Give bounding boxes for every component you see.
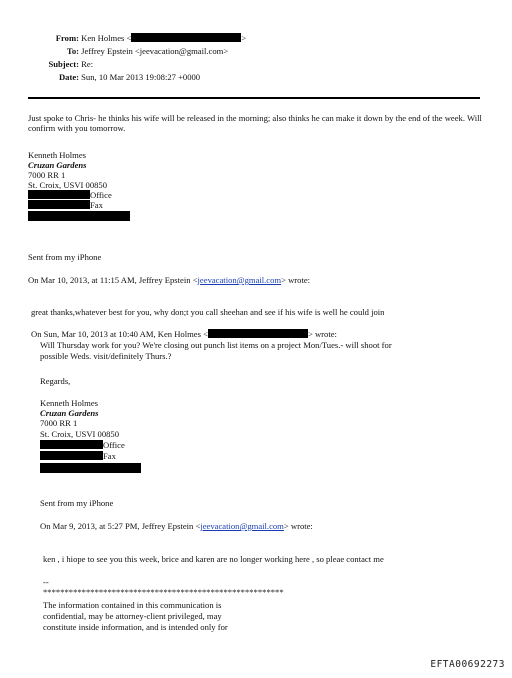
quote-header-2 xyxy=(31,329,337,339)
header-date-row xyxy=(28,72,200,82)
signature-fax: Fax xyxy=(103,451,116,461)
message-body-4: ken , i hiope to see you this week, brice and karen are no longer working here , so pleae contact me xyxy=(43,554,384,564)
redaction-box xyxy=(40,440,103,449)
date-value: Sun, 10 Mar 2013 19:08:27 +0000 xyxy=(81,72,201,82)
header-subject-row xyxy=(28,59,93,69)
sent-from-iphone: Sent from my iPhone xyxy=(28,252,102,262)
header-to-row xyxy=(45,46,228,56)
redaction-box xyxy=(40,463,141,473)
message-body-3-line1: Will Thursday work for you? We're closing out punch list items on a project Mon/Tues.- will shoot for xyxy=(40,340,392,350)
message-body-2: great thanks,whatever best for you, why don;t you call sheehan and see if his wife is well he could join xyxy=(31,307,385,317)
email-link[interactable]: jeevacation@gmail.com xyxy=(197,275,282,285)
signature-street: 7000 RR 1 xyxy=(40,418,78,428)
redaction-box xyxy=(28,200,90,209)
disclaimer-stars: ******************************************************** xyxy=(43,587,284,597)
signature-extra-row xyxy=(40,463,141,474)
signature-name: Kenneth Holmes xyxy=(28,150,86,160)
subject-value: Re: xyxy=(81,59,94,69)
to-label: To: xyxy=(66,46,79,56)
signature-separator: -- xyxy=(43,577,49,587)
from-value: Ken Holmes < xyxy=(81,33,132,43)
bates-stamp: EFTA00692273 xyxy=(430,659,505,670)
signature-office: Office xyxy=(90,190,112,200)
message-body-1: Just spoke to Chris- he thinks his wife will be released in the morning; also thinks he can make it down by the end of the week. Will confirm with you tomorrow. xyxy=(28,113,482,133)
quote-prefix: On Mar 10, 2013, at 11:15 AM, Jeffrey Epstein < xyxy=(28,275,198,285)
message-body-3-line2: possible Weds. visit/definitely Thurs.? xyxy=(40,351,172,361)
redaction-box xyxy=(131,33,241,42)
subject-label: Subject: xyxy=(48,59,79,69)
quote-prefix: On Mar 9, 2013, at 5:27 PM, Jeffrey Epstein < xyxy=(40,521,201,531)
disclaimer-line-2: confidential, may be attorney-client privileged, may xyxy=(43,611,222,621)
quote-suffix: > wrote: xyxy=(283,521,313,531)
signature-name: Kenneth Holmes xyxy=(40,398,98,408)
signature-company: Cruzan Gardens xyxy=(28,160,87,170)
quote-suffix: > wrote: xyxy=(281,275,311,285)
email-link[interactable]: jeevacation@gmail.com xyxy=(200,521,284,531)
sent-from-iphone: Sent from my iPhone xyxy=(40,498,114,508)
redaction-box xyxy=(40,451,103,460)
signature-office-row xyxy=(28,190,112,200)
from-label: From: xyxy=(55,33,79,43)
signature-company: Cruzan Gardens xyxy=(40,408,99,418)
regards: Regards, xyxy=(40,376,71,386)
signature-city: St. Croix, USVI 00850 xyxy=(28,180,108,190)
redaction-box xyxy=(28,211,130,221)
signature-fax: Fax xyxy=(90,200,103,210)
signature-fax-row xyxy=(40,451,116,461)
disclaimer-line-3: constitute inside information, and is intended only for xyxy=(43,622,228,632)
redaction-box xyxy=(208,329,308,338)
header-from-row xyxy=(45,33,246,43)
signature-extra-row xyxy=(28,211,130,222)
redaction-box xyxy=(28,190,90,199)
disclaimer-line-1: The information contained in this communication is xyxy=(43,600,222,610)
signature-city: St. Croix, USVI 00850 xyxy=(40,429,120,439)
signature-fax-row xyxy=(28,200,103,210)
signature-office: Office xyxy=(103,440,125,450)
quote-header-3 xyxy=(40,521,313,531)
quote-prefix: On Sun, Mar 10, 2013 at 10:40 AM, Ken Holmes < xyxy=(31,329,208,339)
from-bracket: > xyxy=(241,33,247,43)
to-value: Jeffrey Epstein <jeevacation@gmail.com> xyxy=(81,46,229,56)
signature-office-row xyxy=(40,440,125,450)
date-label: Date: xyxy=(58,72,79,82)
signature-street: 7000 RR 1 xyxy=(28,170,66,180)
quote-header-1 xyxy=(28,275,310,285)
quote-suffix: > wrote: xyxy=(307,329,337,339)
header-divider xyxy=(28,97,480,99)
